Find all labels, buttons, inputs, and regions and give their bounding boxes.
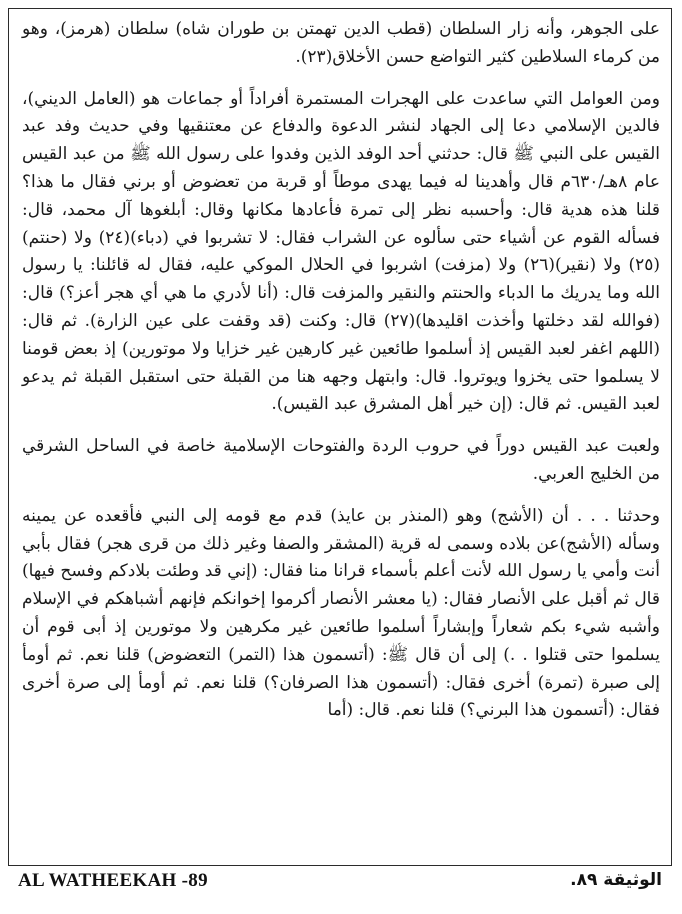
page-footer [8,870,672,900]
footer-journal-page-arabic: الوثيقة ٨٩. [570,870,662,890]
paragraph-3: ولعبت عبد القيس دوراً في حروب الردة والفتوحات الإسلامية خاصة في الساحل الشرقي من الخليج العربي. [22,436,660,484]
article-body [22,16,660,725]
footer-journal-page-latin: AL WATHEEKAH -89 [18,870,208,891]
paragraph-gap [22,419,660,433]
paragraph-gap [22,72,660,86]
paragraph-4: وحدثنا . . . أن (الأشج) وهو (المنذر بن عايذ) قدم مع قومه إلى النبي فأقعده عن يمينه وسأله (الأشج)عن بلاده وسمى له قرية (المشقر والصفا وغير ذلك من قرى هجر) فقال بأبي أنت وأمي يا رسول الله لأنت أعلم بأسماء قرانا منا فقال: (إني قد وطئت بلادكم وفسح فيها) قال ثم أقبل على الأنصار فقال: (يا معشر الأنصار أكرموا إخوانكم فإنهم أشباهكم في الإسلام وأشبه شيء بكم شعاراً وإبشاراً أسلموا طائعين غير مكرهين ولا موتورين إذ أبى قوم أن يسلموا حتى قتلوا . .) إلى أن قال ﷺ: (أتسمون هذا (التمر) التعضوض) قلنا نعم. ثم أومأ إلى صبرة (تمرة) أخرى فقال: (أتسمون هذا الصرفان؟) قلنا نعم. ثم أومأ إلى صرة أخرى فقال: (أتسمون هذا البرني؟) قلنا نعم. قال: (أما [22,505,660,721]
paragraph-2: ومن العوامل التي ساعدت على الهجرات المستمرة أفراداً أو جماعات هو (العامل الديني)، فالدين الإسلامي دعا إلى الجهاد لنشر الدعوة والدفاع عن معتنقيها وفي حديث وفد عبد القيس على النبي ﷺ قال: حدثني أحد الوفد الذين وفدوا على رسول الله ﷺ من عبد القيس عام ٨هـ/٦٣٠م قال وأهدينا له فيما يهدى موطاً أو قربة من تعضوض أو برني فقال ما هذا؟ قلنا هذه هدية قال: وأحسبه نظر إلى تمرة فأعادها مكانها وقال: أبلغوها آل محمد، قال: فسأله القوم عن أشياء حتى سألوه عن الشراب فقال: لا تشربوا في (دباء)(٢٤) ولا (حنتم)(٢٥) ولا (نقير)(٢٦) ولا (مزفت) اشربوا في الحلال الموكي عليه، فقال له قائلنا: يا رسول الله وما يدريك ما الدباء والحنتم والنقير والمزفت قال: (أنا لأدري ما هي أي هجر أعز؟) قال: (فوالله لقد دخلتها وأخذت اقليدها)(٢٧) قال: وكنت (قد وقفت على عين الزارة). ثم قال: (اللهم اغفر لعبد القيس إذ أسلموا طائعين غير كارهين غير خزايا ولا موتورين) إذ بعض قومنا لا يسلموا حتى يخزوا ويوتروا. قال: وابتهل وجهه هنا من القبلة حتى استقبل القبلة ثم يدعو لعبد القيس. ثم قال: (إن خير أهل المشرق عبد القيس). [22,88,661,415]
paragraph-gap [22,489,660,503]
paragraph-1: على الجوهر، وأنه زار السلطان (قطب الدين تهمتن بن طوران شاه) سلطان (هرمز)، وهو من كرماء السلاطين كثير التواضع حسن الأخلاق(٢٣). [22,19,660,67]
